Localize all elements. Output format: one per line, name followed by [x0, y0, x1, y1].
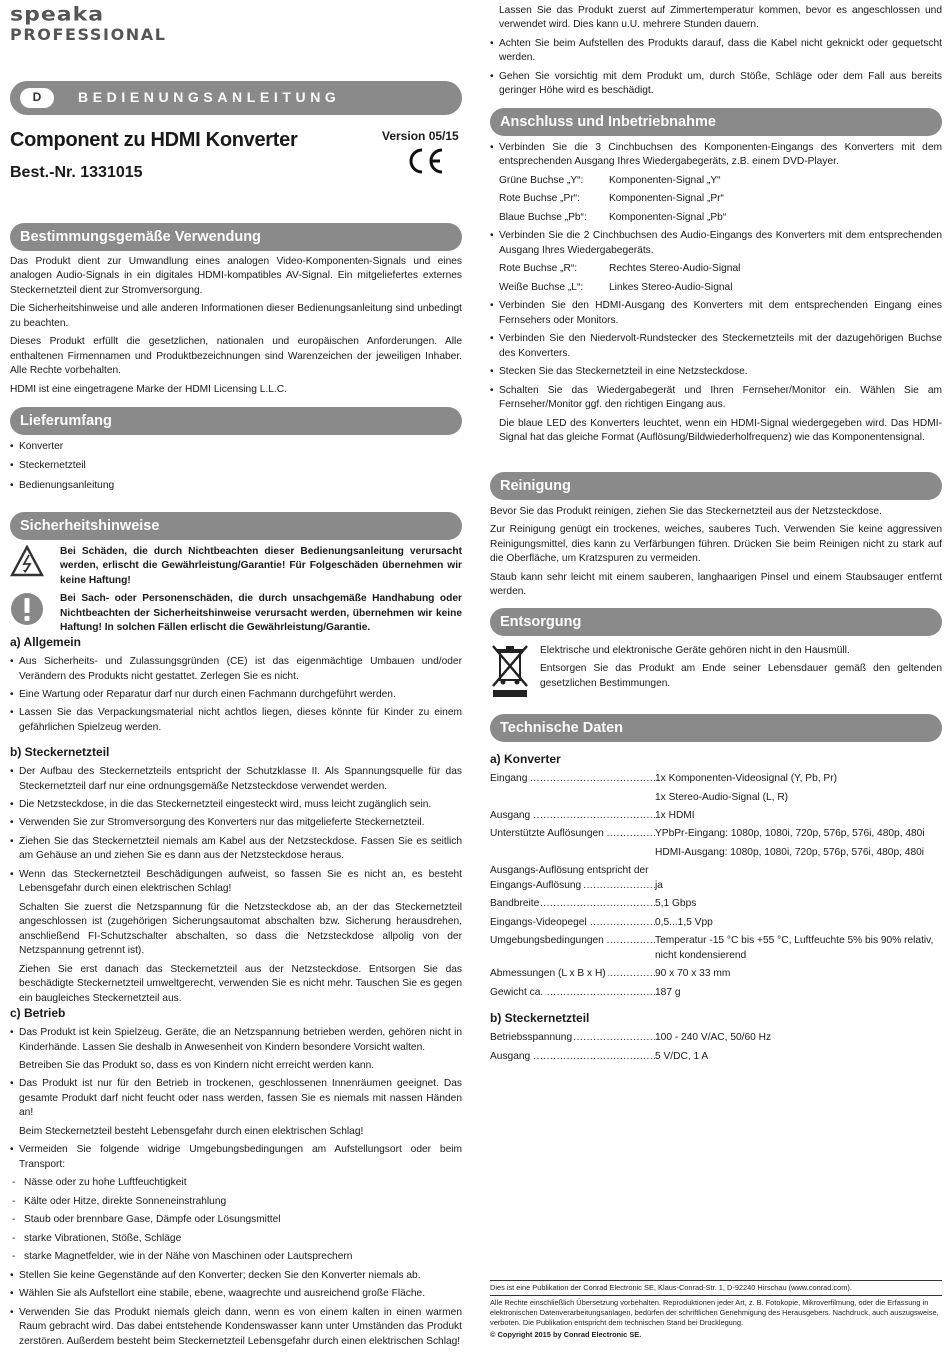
list-item: • Die Netzsteckdose, in die das Steckernetzteil eingesteckt wird, muss leicht zugänglich sein. — [10, 798, 462, 812]
weee-bin-icon — [490, 644, 540, 703]
electric-hazard-icon — [10, 545, 60, 582]
usage-paragraph: Dieses Produkt erfüllt die gesetzlichen, nationalen und europäischen Anforderungen. Alle enthaltenen Firmennamen und Produktbezeichnungen sind Warenzeichen der jeweiligen Inhaber. Alle Rechte vorbehalten. — [10, 336, 462, 377]
footer-publisher: Dies ist eine Publikation der Conrad Electronic SE, Klaus-Conrad-Str. 1, D-92240 Hirschau (www.conrad.com). — [490, 1283, 852, 1292]
spec-key: Eingang — [490, 773, 528, 785]
list-item: • Stecken Sie das Steckernetzteil in eine Netzsteckdose. — [490, 365, 942, 379]
spec-value: 0,5...1,5 Vpp — [655, 916, 713, 928]
spec-key: Bandbreite — [490, 898, 540, 910]
spec-key: Ausgang — [490, 810, 531, 821]
order-number: Best.-Nr. 1331015 — [10, 164, 143, 181]
spec-row — [490, 772, 942, 805]
cleaning-paragraph: Bevor Sie das Produkt reinigen, ziehen Sie das Steckernetzteil aus der Netzsteckdose. — [490, 506, 882, 517]
spec-row — [490, 897, 942, 911]
list-item: • Stellen Sie keine Gegenstände auf den Konverter; decken Sie den Konverter niemals ab. — [10, 1269, 462, 1283]
version-label: Version 05/15 — [382, 129, 459, 143]
safety-psu — [10, 738, 462, 1010]
spec-value: 5 V/DC, 1 A — [655, 1050, 709, 1062]
spec-key: Eingangs-Videopegel — [490, 916, 587, 928]
section-bar-usage: Bestimmungsgemäße Verwendung — [10, 223, 462, 251]
spec-value: ja — [655, 879, 663, 891]
list-item: • Der Aufbau des Steckernetzteils entspricht der Schutzklasse II. Als Spannungsquelle für das Steckernetzteil darf nur eine ordnungsgemäße Netzsteckdose verwendet werden. — [10, 765, 462, 794]
section-bar-cleaning: Reinigung — [490, 472, 942, 500]
list-item: • Verbinden Sie den Niedervolt-Rundstecker des Steckernetzteils mit der dazugehörigen Buchse des Konverters. — [490, 332, 942, 361]
list-item: • Gehen Sie vorsichtig mit dem Produkt um, durch Stöße, Schläge oder dem Fall aus bereits geringer Höhe wird es beschädigt. — [490, 70, 942, 99]
list-item: • Achten Sie beim Aufstellen des Produkts darauf, dass die Kabel nicht geknickt oder gequetscht werden. — [490, 37, 942, 66]
spec-row — [490, 986, 942, 1000]
warning-text: Bei Schäden, die durch Nichtbeachten dieser Bedienungsanleitung verursacht werden, erlischt die Gewährleistung/Garantie! Für Folgeschäden übernehmen wir keine Haftung! — [60, 546, 462, 586]
section-bar-delivery: Lieferumfang — [10, 407, 462, 435]
condition-item: - Staub oder brennbare Gase, Dämpfe oder Lösungsmittel — [10, 1213, 462, 1227]
condition-item: - starke Magnetfelder, wie in der Nähe von Maschinen oder Lautsprechern — [10, 1250, 462, 1264]
socket-pair — [490, 281, 942, 295]
indented-paragraph: Beim Steckernetzteil besteht Lebensgefahr durch einen elektrischen Schlag! — [19, 1125, 364, 1137]
brand-logo — [10, 6, 180, 44]
disposal-paragraph: Elektrische und elektronische Geräte gehören nicht in den Hausmüll. — [540, 645, 850, 656]
spec-value: 187 g — [655, 986, 681, 998]
indented-paragraph: Die blaue LED des Konverters leuchtet, wenn ein HDMI-Signal wiedergegeben wird. Das HDMI-Signal hat das gleiche Format (Auflösung/Bildwiederholfrequenz) wie das Komponentensignal. — [499, 417, 942, 444]
spec-value: Temperatur -15 °C bis +55 °C, Luftfeuchte 5% bis 90% relativ, nicht kondensierend — [655, 935, 934, 961]
socket-pair — [490, 262, 942, 276]
language-badge: D — [20, 88, 54, 108]
imprint-footer — [490, 1280, 942, 1342]
brand-logo-top: speaka — [10, 4, 105, 26]
subheading: a) Allgemein — [10, 635, 81, 649]
list-item: • Verbinden Sie die 2 Cinchbuchsen des Audio-Eingangs des Konverters mit dem entsprechenden Ausgang Ihres Wiedergabegeräts. — [490, 229, 942, 258]
spec-key: Gewicht ca. — [490, 986, 544, 998]
ce-mark-icon — [406, 146, 446, 181]
socket-label: Grüne Buchse „Y“: — [499, 174, 584, 186]
usage-paragraph: Das Produkt dient zur Umwandlung eines analogen Video-Komponenten-Signals und eines analogen Audio-Signals in ein digitales HDMI-kompatibles AV-Signal. Ein mitgeliefertes externes Steckernetzteil dient zur Stromversorgung. — [10, 256, 462, 296]
section-bar-specs: Technische Daten — [490, 714, 942, 742]
section-bar-connection: Anschluss und Inbetriebnahme — [490, 108, 942, 136]
list-item: • Vermeiden Sie folgende widrige Umgebungsbedingungen am Aufstellungsort oder beim Transport: — [10, 1143, 462, 1172]
spec-value: 90 x 70 x 33 mm — [655, 968, 731, 980]
list-item: • Ziehen Sie das Steckernetzteil niemals am Kabel aus der Netzsteckdose. Fassen Sie es seitlich am Gehäuse an und ziehen Sie es dann aus der Netzsteckdose heraus. — [10, 835, 462, 864]
footer-divider — [490, 1295, 942, 1296]
brand-logo-bottom: PROFESSIONAL — [10, 25, 167, 44]
list-item: • Steckernetzteil — [10, 459, 462, 473]
spec-row — [490, 827, 942, 860]
socket-signal: Komponenten-Signal „Pr“ — [609, 193, 724, 205]
socket-label: Rote Buchse „Pr“: — [499, 193, 580, 205]
safety-warnings — [10, 545, 462, 640]
socket-label: Weiße Buchse „L“: — [499, 281, 584, 293]
list-item: • Das Produkt ist nur für den Betrieb in trockenen, geschlossenen Innenräumen geeignet. Das gesamte Produkt darf nicht feucht oder nass werden, fassen Sie es niemals mit nassen Händen an! — [10, 1077, 462, 1120]
safety-general — [10, 628, 462, 739]
usage-section — [10, 255, 462, 401]
operation-continued — [490, 4, 942, 103]
spec-value: 1x HDMI — [655, 810, 695, 821]
list-item: • Verwenden Sie das Produkt niemals gleich dann, wenn es von einem kalten in einen warmen Raum gebracht wird. Das dabei entstehende Kondenswasser kann unter Umständen das Produkt zerstören. Außerdem besteht beim Steckernetzteil Lebensgefahr durch einen elektrischen Schlag! — [10, 1306, 462, 1349]
socket-signal: Komponenten-Signal „Y“ — [609, 174, 721, 186]
socket-pair — [490, 192, 942, 206]
list-item: • Das Produkt ist kein Spielzeug. Geräte, die an Netzspannung betrieben werden, gehören nicht in Kinderhände. Lassen Sie deshalb in Anwesenheit von Kindern besondere Vorsicht walten. — [10, 1026, 462, 1055]
spec-key: Betriebsspannung — [490, 1032, 573, 1044]
usage-paragraph: Die Sicherheitshinweise und alle anderen Informationen dieser Bedienungsanleitung sind unbedingt zu beachten. — [10, 303, 462, 329]
indented-paragraph: Ziehen Sie erst danach das Steckernetzteil aus der Netzsteckdose. Entsorgen Sie das beschädigte Steckernetzteil umweltgerecht, verwenden Sie es nicht mehr. Tauschen Sie es gegen ein baugleiches Steckernetzteil aus. — [19, 963, 462, 1004]
section-bar-disposal: Entsorgung — [490, 608, 942, 636]
socket-label: Rote Buchse „R“: — [499, 263, 578, 275]
cleaning-paragraph: Zur Reinigung genügt ein trockenes, weiches, sauberes Tuch. Verwenden Sie keine aggressiven Reinigungsmittel, dies kann zu Verfärbungen führen. Drücken Sie beim Reinigen nicht zu stark auf die Oberfläche, um Kratzspuren zu vermeiden. — [490, 524, 942, 565]
spec-key: Ausgang — [490, 1050, 531, 1062]
spec-row — [490, 916, 942, 930]
safety-operation — [10, 999, 462, 1353]
spec-row — [490, 967, 942, 981]
list-item: • Verwenden Sie zur Stromversorgung des Konverters nur das mitgelieferte Steckernetzteil. — [10, 816, 462, 830]
spec-row — [490, 934, 942, 963]
disposal-paragraph: Entsorgen Sie das Produkt am Ende seiner Lebensdauer gemäß den geltenden gesetzlichen Bestimmungen. — [540, 663, 942, 689]
indented-paragraph: Betreiben Sie das Produkt so, dass es von Kindern nicht erreicht werden kann. — [19, 1060, 375, 1071]
footer-rights: Alle Rechte einschließlich Übersetzung vorbehalten. Reproduktionen jeder Art, z. B. Fotokopie, Mikroverfilmung, oder die Erfassung in elektronischen Datenverarbeitungsanlagen, bedürfen der schriftlichen Genehmigung des Herausgebers. Nachdruck, auch auszugsweise, verboten. Die Publikation entspricht dem technischen Stand bei Drucklegung. — [490, 1297, 939, 1327]
list-item: • Bedienungsanleitung — [10, 479, 462, 493]
condition-item: - Nässe oder zu hohe Luftfeuchtigkeit — [10, 1176, 462, 1190]
cleaning-section — [490, 505, 942, 604]
exclamation-icon — [10, 592, 60, 631]
doc-type-bar — [10, 81, 462, 115]
subheading: b) Steckernetzteil — [10, 745, 110, 759]
cleaning-paragraph: Staub kann sehr leicht mit einem sauberen, langhaarigen Pinsel und einem Staubsauger entfernt werden. — [490, 571, 942, 598]
product-title: Component zu HDMI Konverter — [10, 129, 298, 151]
spec-key: Unterstützte Auflösungen — [490, 828, 604, 840]
spec-key: Eingangs-Auflösung — [490, 879, 582, 891]
list-item: • Lassen Sie das Verpackungsmaterial nicht achtlos liegen, dieses könnte für Kinder zu einem gefährlichen Spielzeug werden. — [10, 706, 462, 735]
spec-key: Umgebungsbedingungen — [490, 935, 604, 947]
socket-signal: Komponenten-Signal „Pb“ — [609, 211, 727, 223]
subheading: c) Betrieb — [10, 1006, 66, 1020]
spec-row — [490, 1031, 942, 1045]
spec-value: 100 - 240 V/AC, 50/60 Hz — [655, 1032, 772, 1044]
indented-paragraph: Lassen Sie das Produkt zuerst auf Zimmertemperatur kommen, bevor es angeschlossen und verwendet wird. Dies kann u.U. mehrere Stunden dauern. — [499, 5, 942, 31]
usage-paragraph: HDMI ist eine eingetragene Marke der HDMI Licensing L.L.C. — [10, 383, 287, 395]
spec-value: 5,1 Gbps — [655, 898, 697, 910]
list-item: • Eine Wartung oder Reparatur darf nur durch einen Fachmann durchgeführt werden. — [10, 688, 462, 702]
socket-signal: Linkes Stereo-Audio-Signal — [609, 281, 733, 293]
spec-value: 1x Stereo-Audio-Signal (L, R) — [655, 791, 789, 803]
socket-pair — [490, 211, 942, 225]
subheading: b) Steckernetzteil — [490, 1011, 590, 1026]
doc-type-label: BEDIENUNGSANLEITUNG — [78, 89, 341, 106]
specs-section — [490, 745, 942, 1068]
spec-value: 1x Komponenten-Videosignal (Y, Pb, Pr) — [655, 773, 837, 785]
socket-label: Blaue Buchse „Pb“: — [499, 211, 587, 223]
condition-item: - Kälte oder Hitze, direkte Sonneneinstrahlung — [10, 1195, 462, 1209]
spec-value: HDMI-Ausgang: 1080p, 1080i, 720p, 576p, 576i, 480p, 480i — [655, 846, 925, 858]
list-item: • Verbinden Sie die 3 Cinchbuchsen des Komponenten-Eingangs des Konverters mit dem entsprechenden Ausgang Ihres Wiedergabegeräts, z.B. einem DVD-Player. — [490, 141, 942, 170]
delivery-list — [10, 440, 462, 497]
condition-item: - starke Vibrationen, Stöße, Schläge — [10, 1232, 462, 1246]
indented-paragraph: Schalten Sie zuerst die Netzspannung für die Netzsteckdose ab, an der das Steckernetzteil angeschlossen ist (zugehörigen Sicherungsautomat abschalten bzw. Sicherung herausdrehen, anschließend FI-Schutzschalter abschalten, so dass die Netzsteckdose allpolig von der Netzspannung getrennt ist). — [19, 901, 462, 957]
socket-pair — [490, 174, 942, 188]
subheading: a) Konverter — [490, 752, 561, 766]
list-item: • Verbinden Sie den HDMI-Ausgang des Konverters mit dem entsprechenden Eingang eines Fernsehers oder Monitors. — [490, 299, 942, 328]
warning-text: Bei Sach- oder Personenschäden, die durch unsachgemäße Handhabung oder Nichtbeachten der Sicherheitshinweise verursacht werden, übernehmen wir keine Haftung! In solchen Fällen erlischt die Gewährleistung/Garantie. — [60, 593, 462, 634]
list-item: • Konverter — [10, 440, 462, 454]
list-item: • Aus Sicherheits- und Zulassungsgründen (CE) ist das eigenmächtige Umbauen und/oder Verändern des Produkts nicht gestattet. Zerlegen Sie es nicht. — [10, 655, 462, 684]
footer-divider — [490, 1280, 942, 1281]
spec-row — [490, 1050, 942, 1064]
socket-signal: Rechtes Stereo-Audio-Signal — [609, 263, 741, 275]
section-bar-safety: Sicherheitshinweise — [10, 512, 462, 540]
list-item: • Wenn das Steckernetzteil Beschädigungen aufweist, so fassen Sie es nicht an, es besteht Lebensgefahr durch einen elektrischen Schlag! — [10, 868, 462, 897]
spec-key: Abmessungen (L x B x H) — [490, 968, 606, 980]
footer-copyright: © Copyright 2015 by Conrad Electronic SE. — [490, 1329, 642, 1339]
list-item: • Wählen Sie als Aufstellort eine stabile, ebene, waagrechte und ausreichend große Fläche. — [10, 1287, 462, 1301]
list-item: • Schalten Sie das Wiedergabegerät und Ihren Fernseher/Monitor ein. Wählen Sie am Fernseher/Monitor ggf. den richtigen Eingang aus. — [490, 384, 942, 413]
connection-section — [490, 141, 942, 450]
spec-row — [490, 809, 942, 823]
disposal-section — [490, 644, 942, 703]
spec-row — [490, 879, 942, 893]
spec-value: YPbPr-Eingang: 1080p, 1080i, 720p, 576p, 576i, 480p, 480i — [655, 828, 925, 840]
spec-match-label: Ausgangs-Auflösung entspricht der — [490, 865, 649, 877]
